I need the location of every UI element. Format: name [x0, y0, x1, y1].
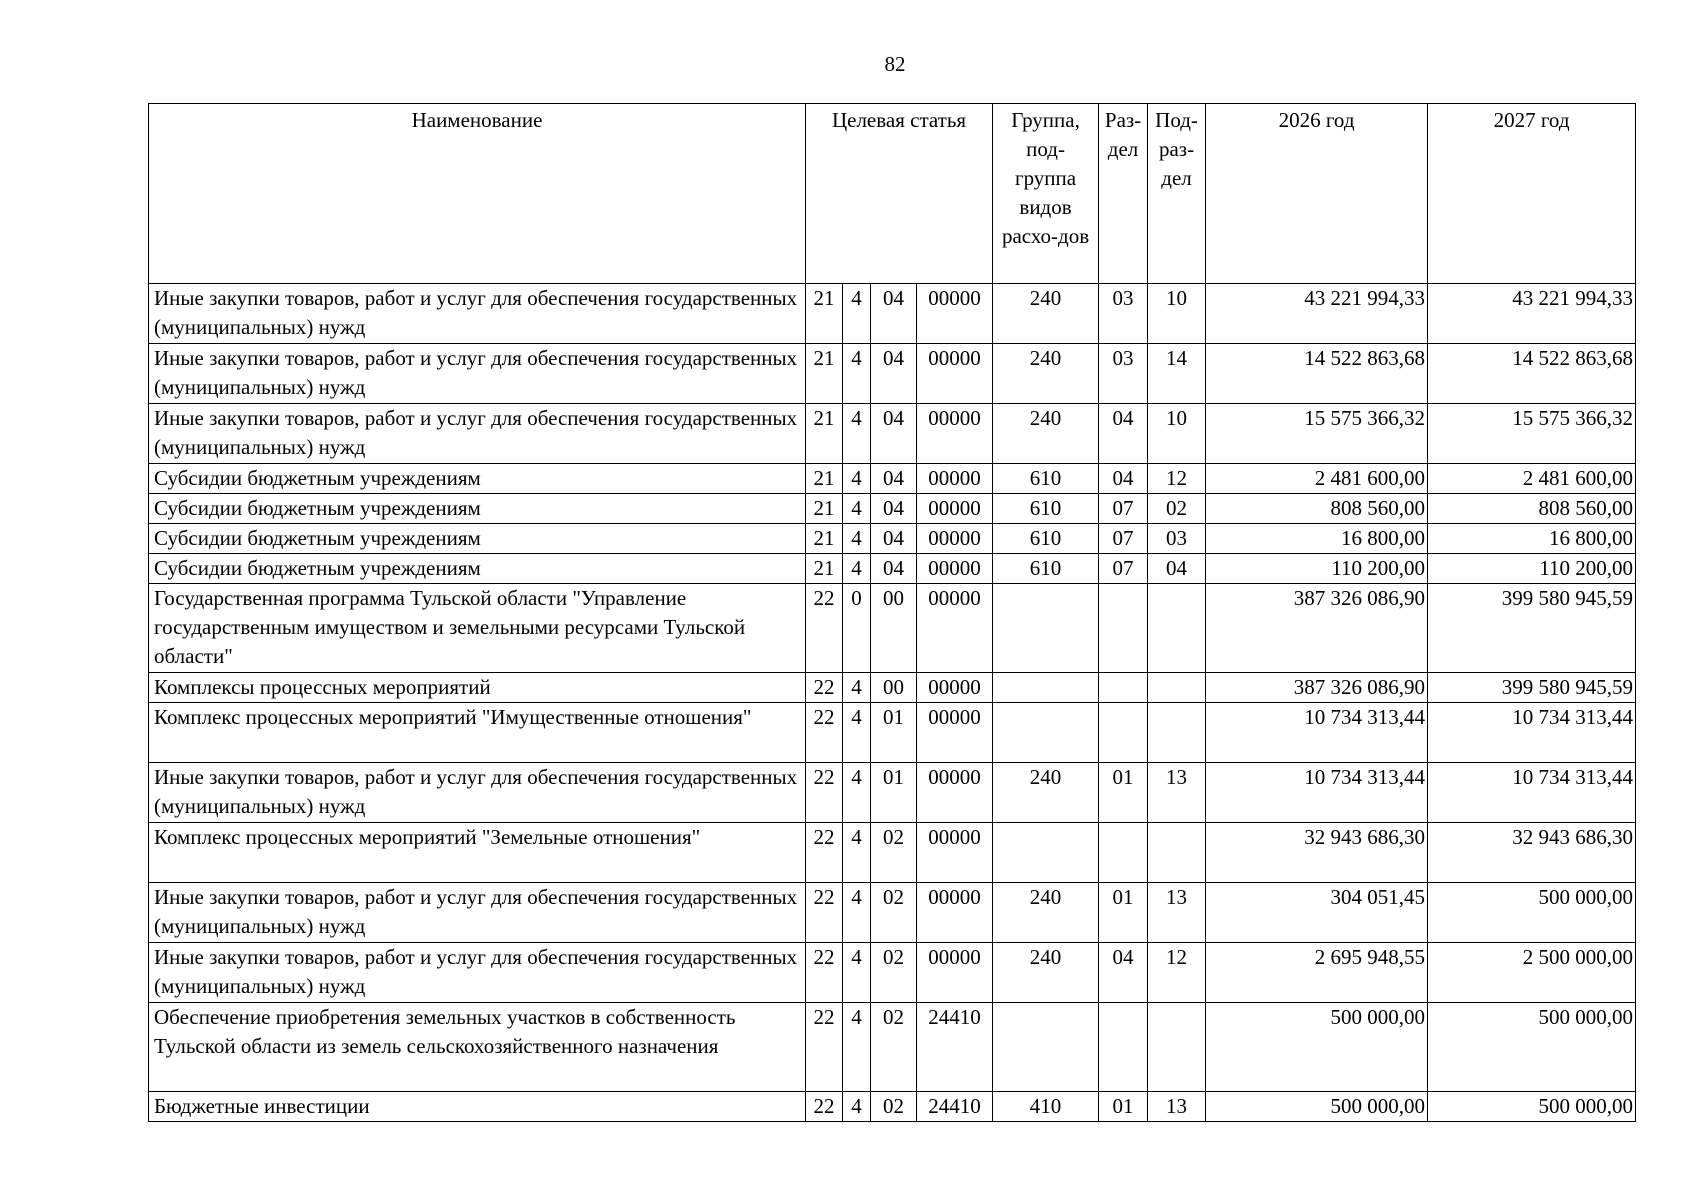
expense-group	[993, 1003, 1099, 1092]
section: 01	[1099, 763, 1148, 823]
target-article-program: 21	[806, 464, 843, 494]
target-article-type: 4	[843, 524, 871, 554]
expense-group: 240	[993, 763, 1099, 823]
amount-2026: 15 575 366,32	[1206, 404, 1428, 464]
subsection: 13	[1148, 763, 1206, 823]
target-article-type: 4	[843, 1092, 871, 1122]
target-article-direction: 00000	[917, 344, 993, 404]
amount-2026: 10 734 313,44	[1206, 763, 1428, 823]
subsection: 02	[1148, 494, 1206, 524]
target-article-subprogram: 04	[871, 464, 917, 494]
amount-2026: 304 051,45	[1206, 883, 1428, 943]
expense-group: 610	[993, 494, 1099, 524]
subsection: 12	[1148, 943, 1206, 1003]
budget-table	[148, 103, 1636, 1122]
target-article-subprogram: 00	[871, 584, 917, 673]
target-article-subprogram: 01	[871, 763, 917, 823]
target-article-type: 4	[843, 494, 871, 524]
table-row	[149, 883, 1636, 943]
row-name: Иные закупки товаров, работ и услуг для обеспечения государственных (муниципальных) нужд	[149, 404, 806, 464]
section: 03	[1099, 284, 1148, 344]
header-year-2026: 2026 год	[1206, 104, 1428, 284]
amount-2026: 2 481 600,00	[1206, 464, 1428, 494]
target-article-type: 4	[843, 1003, 871, 1092]
amount-2027: 2 500 000,00	[1428, 943, 1636, 1003]
row-name: Иные закупки товаров, работ и услуг для обеспечения государственных (муниципальных) нужд	[149, 883, 806, 943]
table-row	[149, 494, 1636, 524]
subsection	[1148, 584, 1206, 673]
target-article-direction: 24410	[917, 1092, 993, 1122]
target-article-program: 22	[806, 763, 843, 823]
section: 01	[1099, 1092, 1148, 1122]
target-article-program: 22	[806, 584, 843, 673]
target-article-direction: 00000	[917, 823, 993, 883]
row-name: Субсидии бюджетным учреждениям	[149, 524, 806, 554]
target-article-type: 4	[843, 823, 871, 883]
subsection	[1148, 673, 1206, 703]
section: 03	[1099, 344, 1148, 404]
amount-2026: 16 800,00	[1206, 524, 1428, 554]
target-article-type: 4	[843, 284, 871, 344]
table-body	[149, 284, 1636, 1122]
amount-2027: 2 481 600,00	[1428, 464, 1636, 494]
expense-group: 610	[993, 464, 1099, 494]
amount-2027: 14 522 863,68	[1428, 344, 1636, 404]
amount-2027: 500 000,00	[1428, 1092, 1636, 1122]
table-row	[149, 1003, 1636, 1092]
expense-group: 240	[993, 344, 1099, 404]
subsection	[1148, 703, 1206, 763]
target-article-subprogram: 02	[871, 823, 917, 883]
section: 04	[1099, 943, 1148, 1003]
amount-2026: 387 326 086,90	[1206, 673, 1428, 703]
table-row	[149, 404, 1636, 464]
header-target-article: Целевая статья	[806, 104, 993, 284]
amount-2026: 14 522 863,68	[1206, 344, 1428, 404]
amount-2027: 110 200,00	[1428, 554, 1636, 584]
target-article-program: 22	[806, 943, 843, 1003]
target-article-direction: 00000	[917, 494, 993, 524]
target-article-type: 4	[843, 673, 871, 703]
row-name: Государственная программа Тульской области "Управление государственным имуществом и земельными ресурсами Тульской области"	[149, 584, 806, 673]
row-name: Иные закупки товаров, работ и услуг для обеспечения государственных (муниципальных) нужд	[149, 284, 806, 344]
target-article-type: 4	[843, 703, 871, 763]
target-article-direction: 00000	[917, 524, 993, 554]
section: 07	[1099, 524, 1148, 554]
amount-2027: 500 000,00	[1428, 883, 1636, 943]
expense-group: 240	[993, 284, 1099, 344]
target-article-program: 22	[806, 673, 843, 703]
header-subsection: Под-раз-дел	[1148, 104, 1206, 284]
section	[1099, 673, 1148, 703]
amount-2027: 808 560,00	[1428, 494, 1636, 524]
expense-group	[993, 673, 1099, 703]
target-article-subprogram: 02	[871, 943, 917, 1003]
row-name: Обеспечение приобретения земельных участков в собственность Тульской области из земель сельскохозяйственного назначения	[149, 1003, 806, 1092]
header-name: Наименование	[149, 104, 806, 284]
section: 07	[1099, 554, 1148, 584]
row-name: Субсидии бюджетным учреждениям	[149, 464, 806, 494]
table-row	[149, 554, 1636, 584]
target-article-direction: 00000	[917, 584, 993, 673]
table-row	[149, 703, 1636, 763]
subsection: 12	[1148, 464, 1206, 494]
expense-group	[993, 703, 1099, 763]
row-name: Бюджетные инвестиции	[149, 1092, 806, 1122]
amount-2027: 43 221 994,33	[1428, 284, 1636, 344]
target-article-type: 0	[843, 584, 871, 673]
subsection: 14	[1148, 344, 1206, 404]
target-article-program: 22	[806, 883, 843, 943]
target-article-subprogram: 01	[871, 703, 917, 763]
subsection	[1148, 823, 1206, 883]
row-name: Комплекс процессных мероприятий "Имущественные отношения"	[149, 703, 806, 763]
amount-2027: 10 734 313,44	[1428, 703, 1636, 763]
expense-group: 410	[993, 1092, 1099, 1122]
section	[1099, 1003, 1148, 1092]
target-article-type: 4	[843, 763, 871, 823]
header-section: Раз-дел	[1099, 104, 1148, 284]
table-row	[149, 464, 1636, 494]
target-article-program: 21	[806, 284, 843, 344]
expense-group: 240	[993, 943, 1099, 1003]
section: 04	[1099, 464, 1148, 494]
target-article-direction: 00000	[917, 554, 993, 584]
table-row	[149, 1092, 1636, 1122]
target-article-program: 22	[806, 823, 843, 883]
target-article-program: 21	[806, 554, 843, 584]
row-name: Иные закупки товаров, работ и услуг для обеспечения государственных (муниципальных) нужд	[149, 763, 806, 823]
target-article-direction: 00000	[917, 284, 993, 344]
amount-2027: 399 580 945,59	[1428, 584, 1636, 673]
target-article-subprogram: 02	[871, 1092, 917, 1122]
amount-2027: 15 575 366,32	[1428, 404, 1636, 464]
amount-2026: 387 326 086,90	[1206, 584, 1428, 673]
amount-2027: 10 734 313,44	[1428, 763, 1636, 823]
table-row	[149, 673, 1636, 703]
subsection: 13	[1148, 883, 1206, 943]
header-year-2027: 2027 год	[1428, 104, 1636, 284]
subsection: 04	[1148, 554, 1206, 584]
target-article-direction: 24410	[917, 1003, 993, 1092]
target-article-program: 21	[806, 404, 843, 464]
section	[1099, 703, 1148, 763]
subsection	[1148, 1003, 1206, 1092]
table-row	[149, 344, 1636, 404]
subsection: 10	[1148, 284, 1206, 344]
target-article-direction: 00000	[917, 763, 993, 823]
target-article-direction: 00000	[917, 703, 993, 763]
row-name: Субсидии бюджетным учреждениям	[149, 554, 806, 584]
target-article-subprogram: 00	[871, 673, 917, 703]
table-row	[149, 943, 1636, 1003]
target-article-direction: 00000	[917, 404, 993, 464]
amount-2026: 32 943 686,30	[1206, 823, 1428, 883]
target-article-type: 4	[843, 943, 871, 1003]
target-article-subprogram: 04	[871, 524, 917, 554]
expense-group: 610	[993, 554, 1099, 584]
row-name: Комплексы процессных мероприятий	[149, 673, 806, 703]
row-name: Иные закупки товаров, работ и услуг для обеспечения государственных (муниципальных) нужд	[149, 943, 806, 1003]
amount-2026: 500 000,00	[1206, 1003, 1428, 1092]
target-article-subprogram: 02	[871, 1003, 917, 1092]
target-article-subprogram: 02	[871, 883, 917, 943]
target-article-program: 22	[806, 703, 843, 763]
table-row	[149, 763, 1636, 823]
target-article-program: 21	[806, 524, 843, 554]
section	[1099, 823, 1148, 883]
target-article-program: 22	[806, 1092, 843, 1122]
section: 04	[1099, 404, 1148, 464]
subsection: 03	[1148, 524, 1206, 554]
amount-2026: 2 695 948,55	[1206, 943, 1428, 1003]
amount-2026: 808 560,00	[1206, 494, 1428, 524]
target-article-type: 4	[843, 344, 871, 404]
row-name: Комплекс процессных мероприятий "Земельные отношения"	[149, 823, 806, 883]
target-article-subprogram: 04	[871, 344, 917, 404]
amount-2026: 500 000,00	[1206, 1092, 1428, 1122]
target-article-program: 22	[806, 1003, 843, 1092]
target-article-subprogram: 04	[871, 284, 917, 344]
subsection: 10	[1148, 404, 1206, 464]
amount-2026: 10 734 313,44	[1206, 703, 1428, 763]
target-article-direction: 00000	[917, 464, 993, 494]
target-article-direction: 00000	[917, 883, 993, 943]
target-article-subprogram: 04	[871, 404, 917, 464]
subsection: 13	[1148, 1092, 1206, 1122]
target-article-direction: 00000	[917, 943, 993, 1003]
expense-group: 610	[993, 524, 1099, 554]
target-article-subprogram: 04	[871, 554, 917, 584]
section	[1099, 584, 1148, 673]
header-expense-group: Группа, под-группа видов расхо-дов	[993, 104, 1099, 284]
row-name: Иные закупки товаров, работ и услуг для обеспечения государственных (муниципальных) нужд	[149, 344, 806, 404]
page-number: 82	[884, 52, 906, 76]
amount-2027: 399 580 945,59	[1428, 673, 1636, 703]
amount-2027: 16 800,00	[1428, 524, 1636, 554]
target-article-subprogram: 04	[871, 494, 917, 524]
row-name: Субсидии бюджетным учреждениям	[149, 494, 806, 524]
amount-2027: 32 943 686,30	[1428, 823, 1636, 883]
target-article-type: 4	[843, 464, 871, 494]
amount-2027: 500 000,00	[1428, 1003, 1636, 1092]
expense-group	[993, 584, 1099, 673]
table-row	[149, 584, 1636, 673]
target-article-type: 4	[843, 404, 871, 464]
amount-2026: 110 200,00	[1206, 554, 1428, 584]
amount-2026: 43 221 994,33	[1206, 284, 1428, 344]
target-article-type: 4	[843, 554, 871, 584]
table-row	[149, 823, 1636, 883]
table-row	[149, 284, 1636, 344]
section: 07	[1099, 494, 1148, 524]
expense-group: 240	[993, 404, 1099, 464]
target-article-program: 21	[806, 344, 843, 404]
target-article-type: 4	[843, 883, 871, 943]
expense-group: 240	[993, 883, 1099, 943]
header-row	[149, 104, 1636, 284]
target-article-program: 21	[806, 494, 843, 524]
section: 01	[1099, 883, 1148, 943]
target-article-direction: 00000	[917, 673, 993, 703]
expense-group	[993, 823, 1099, 883]
table-row	[149, 524, 1636, 554]
